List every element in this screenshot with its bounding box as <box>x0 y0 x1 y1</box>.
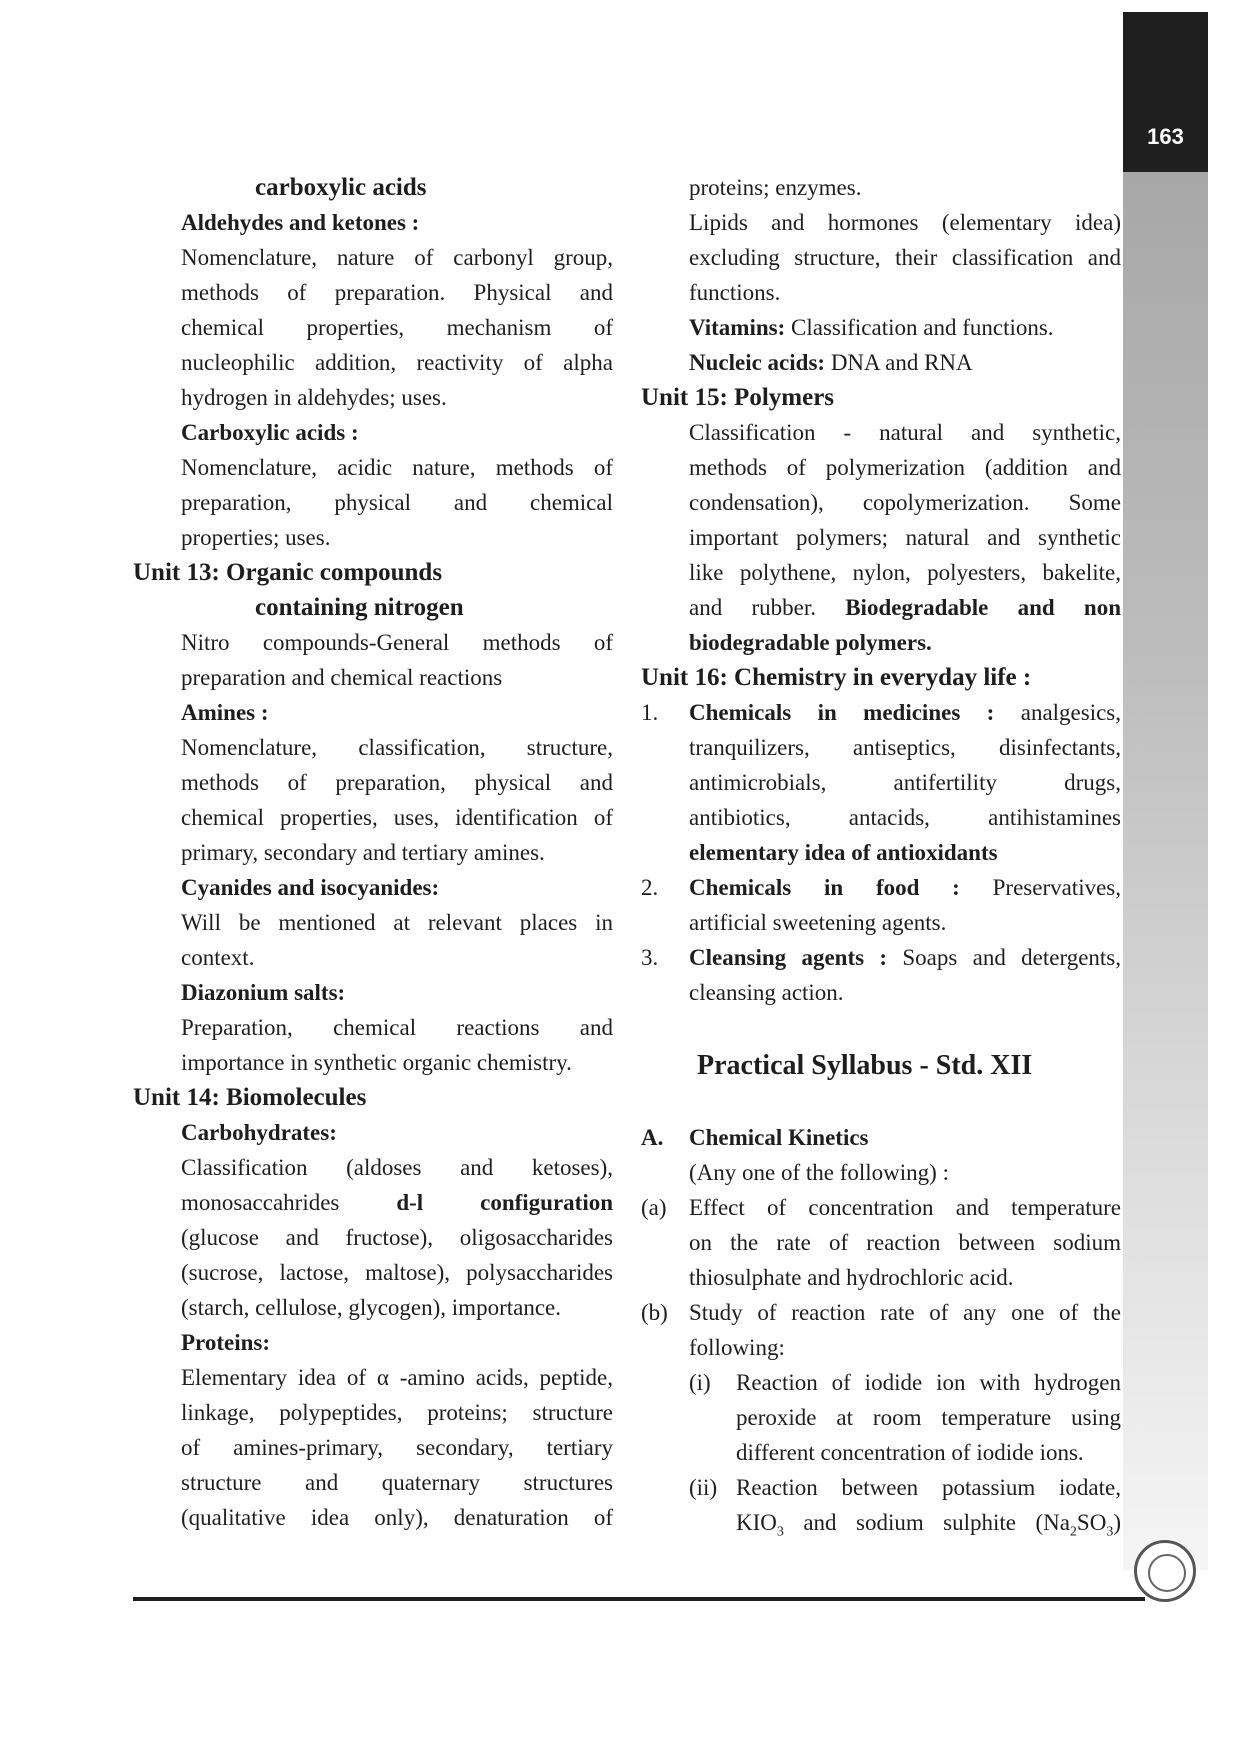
text-line <box>689 345 1121 381</box>
text-line: cleansing action. <box>689 980 844 1005</box>
text-line: (starch, cellulose, glycogen), importance. <box>181 1295 561 1320</box>
text-line: Lipids and hormones (elementary idea) <box>689 210 1121 235</box>
list-number: 1. <box>641 700 659 725</box>
text-line: methods of polymerization (addition and <box>689 455 1121 480</box>
list-letter: A. <box>641 1125 664 1150</box>
text-run: Classification and functions. <box>785 315 1054 340</box>
text-line: preparation and chemical reactions <box>181 665 503 690</box>
text-line: Study of reaction rate of any one of the <box>689 1300 1121 1325</box>
text-run: DNA and RNA <box>825 350 973 375</box>
text-line: methods of preparation. Physical and <box>181 280 613 305</box>
text-line: excluding structure, their classification and <box>689 245 1121 270</box>
text-line-formula <box>736 1505 1121 1541</box>
text-run-bold: Nucleic acids: <box>689 350 826 375</box>
text-run-bold: Chemicals in medicines : <box>689 700 995 725</box>
subscript: 2 <box>1069 1524 1077 1540</box>
unit-heading-cont: containing nitrogen <box>255 594 464 621</box>
text-line: Nomenclature, acidic nature, methods of <box>181 455 613 480</box>
list-number: 2. <box>641 875 659 900</box>
side-gradient-band <box>1123 170 1208 1570</box>
formula-text: ) <box>1113 1510 1121 1535</box>
text-run: monosaccahrides <box>181 1190 397 1215</box>
text-line: Reaction of iodide ion with hydrogen <box>736 1370 1121 1395</box>
text-line-bold: elementary idea of antioxidants <box>689 840 998 865</box>
text-line-bold: biodegradable polymers. <box>689 630 932 655</box>
list-roman: (ii) <box>689 1475 718 1500</box>
text-line: context. <box>181 945 255 970</box>
text-line: following: <box>689 1335 785 1360</box>
subheading: Amines : <box>181 700 269 725</box>
unit-heading: Unit 15: Polymers <box>641 384 835 411</box>
practical-syllabus-title: Practical Syllabus - Std. XII <box>697 1050 1033 1081</box>
text-line: linkage, polypeptides, proteins; structure <box>181 1400 613 1425</box>
text-line: (sucrose, lactose, maltose), polysaccharides <box>181 1260 613 1285</box>
text-line: chemical properties, uses, identification of <box>181 805 613 830</box>
text-line: Nitro compounds-General methods of <box>181 630 613 655</box>
subheading: Carbohydrates: <box>181 1120 337 1145</box>
emblem-icon <box>1134 1540 1196 1602</box>
text-line: Nomenclature, classification, structure, <box>181 735 613 760</box>
formula-text: SO <box>1076 1510 1107 1535</box>
text-line: thiosulphate and hydrochloric acid. <box>689 1265 1014 1290</box>
text-line <box>181 1185 613 1221</box>
text-line <box>689 310 1121 346</box>
text-line: hydrogen in aldehydes; uses. <box>181 385 447 410</box>
footer-rule <box>133 1597 1145 1601</box>
subheading: Chemical Kinetics <box>689 1125 869 1150</box>
text-line: Classification (aldoses and ketoses), <box>181 1155 613 1180</box>
unit-heading: Unit 14: Biomolecules <box>133 1084 367 1111</box>
text-line: tranquilizers, antiseptics, disinfectants, <box>689 735 1121 760</box>
text-line: nucleophilic addition, reactivity of alpha <box>181 350 613 375</box>
text-line: Elementary idea of α -amino acids, peptide, <box>181 1365 613 1390</box>
subheading: Carboxylic acids : <box>181 420 359 445</box>
text-line: (qualitative idea only), denaturation of <box>181 1505 613 1530</box>
page-number: 163 <box>1147 124 1184 149</box>
text-run-bold: Biodegradable and non <box>845 595 1121 620</box>
subheading: Aldehydes and ketones : <box>181 210 420 235</box>
text-line <box>689 940 1121 976</box>
text-line <box>689 870 1121 906</box>
text-line: (Any one of the following) : <box>689 1160 949 1185</box>
text-line: Will be mentioned at relevant places in <box>181 910 613 935</box>
text-run: Soaps and detergents, <box>887 945 1122 970</box>
text-line: primary, secondary and tertiary amines. <box>181 840 545 865</box>
unit-heading: Unit 13: Organic compounds <box>133 559 443 586</box>
formula-run <box>736 1510 784 1540</box>
text-line: like polythene, nylon, polyesters, bakelite, <box>689 560 1121 585</box>
text-run: and rubber. <box>689 595 846 620</box>
text-line: Nomenclature, nature of carbonyl group, <box>181 245 613 270</box>
text-line: methods of preparation, physical and <box>181 770 613 795</box>
page-number-tab <box>1123 12 1208 172</box>
formula-run <box>783 1510 1121 1540</box>
text-run-bold: Chemicals in food : <box>689 875 960 900</box>
list-letter: (a) <box>641 1195 667 1220</box>
formula-text: and sodium sulphite (Na <box>783 1510 1070 1535</box>
text-line: proteins; enzymes. <box>689 175 862 200</box>
text-line: importance in synthetic organic chemistry. <box>181 1050 572 1075</box>
list-number: 3. <box>641 945 659 970</box>
text-line: functions. <box>689 280 781 305</box>
text-line: important polymers; natural and synthetic <box>689 525 1121 550</box>
topic-heading: carboxylic acids <box>255 174 427 201</box>
text-run: analgesics, <box>994 700 1122 725</box>
text-run: Preservatives, <box>959 875 1121 900</box>
unit-heading: Unit 16: Chemistry in everyday life : <box>641 664 1032 691</box>
text-line: properties; uses. <box>181 525 331 550</box>
text-line: artificial sweetening agents. <box>689 910 947 935</box>
text-run-bold: Vitamins: <box>689 315 786 340</box>
text-line: (glucose and fructose), oligosaccharides <box>181 1225 613 1250</box>
text-line: Effect of concentration and temperature <box>689 1195 1121 1220</box>
text-line: different concentration of iodide ions. <box>736 1440 1084 1465</box>
text-line: Preparation, chemical reactions and <box>181 1015 613 1040</box>
text-line: peroxide at room temperature using <box>736 1405 1121 1430</box>
text-line: antibiotics, antacids, antihistamines <box>689 805 1121 830</box>
subscript: 3 <box>1106 1524 1114 1540</box>
text-line: of amines-primary, secondary, tertiary <box>181 1435 613 1460</box>
subheading: Cyanides and isocyanides: <box>181 875 440 900</box>
text-run-bold: d-l configuration <box>396 1190 613 1215</box>
text-line <box>689 590 1121 626</box>
subheading: Diazonium salts: <box>181 980 346 1005</box>
text-line: antimicrobials, antifertility drugs, <box>689 770 1121 795</box>
text-line: preparation, physical and chemical <box>181 490 613 515</box>
list-letter: (b) <box>641 1300 668 1325</box>
list-roman: (i) <box>689 1370 711 1395</box>
text-line: structure and quaternary structures <box>181 1470 613 1495</box>
text-line: Classification - natural and synthetic, <box>689 420 1121 445</box>
text-line: Reaction between potassium iodate, <box>736 1475 1121 1500</box>
text-line: on the rate of reaction between sodium <box>689 1230 1121 1255</box>
text-run-bold: Cleansing agents : <box>689 945 888 970</box>
formula-text: KIO <box>736 1510 777 1535</box>
text-line: chemical properties, mechanism of <box>181 315 613 340</box>
subheading: Proteins: <box>181 1330 271 1355</box>
subscript: 3 <box>776 1524 784 1540</box>
text-line <box>689 695 1121 731</box>
text-line: condensation), copolymerization. Some <box>689 490 1121 515</box>
